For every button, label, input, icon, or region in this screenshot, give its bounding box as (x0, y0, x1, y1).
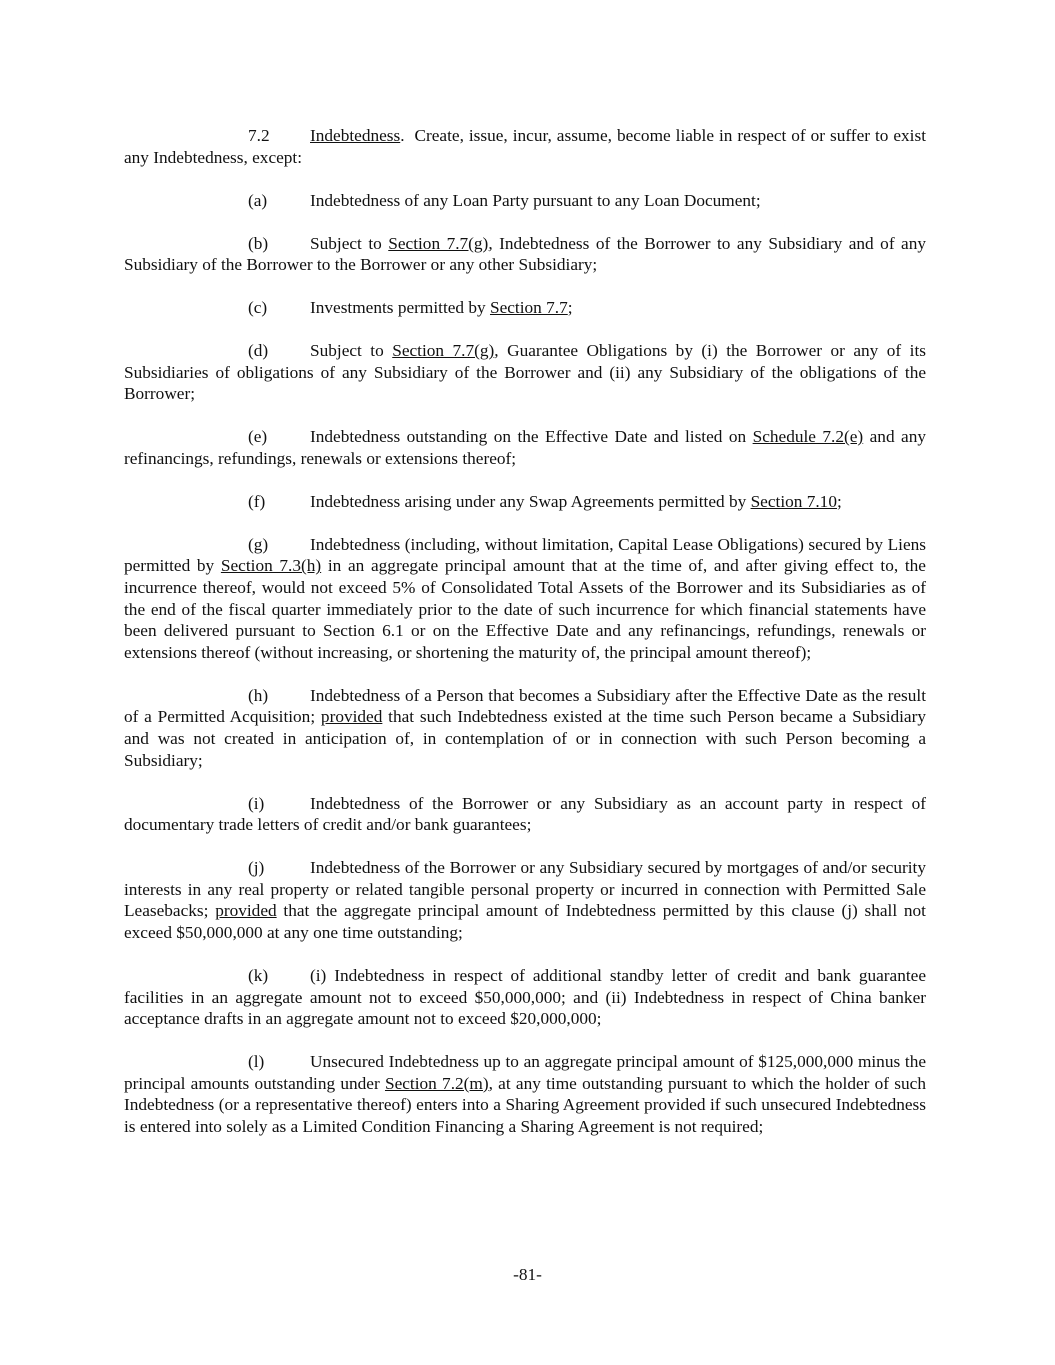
section-title: Indebtedness (310, 126, 401, 145)
clause-text: Indebtedness outstanding on the Effective Date and listed on (310, 427, 753, 447)
clause-text: , Indebtedness of the Borrower to any Subsidiary and of any Subsidiary of the Borrower to the Borrower or any other Subsidiary; (124, 233, 927, 275)
clause-label: (a) (248, 190, 268, 210)
clause-label: (j) (248, 858, 265, 878)
proviso-term: provided (320, 707, 383, 727)
clause-text: Unsecured Indebtedness up to an aggregate principal amount of $125,000,000 minus the principal amounts outstanding under (124, 1052, 926, 1093)
clause-text: that such Indebtedness existed at the time such Person became a Subsidiary and was not created in anticipation of, in contemplation of or in connection with such Person becoming a Subsidiary; (124, 707, 927, 770)
clause-f (124, 491, 926, 513)
clause-label: (e) (248, 427, 268, 447)
clause-text: Indebtedness of any Loan Party pursuant to any Loan Document; (310, 190, 761, 210)
clause-text: Indebtedness of the Borrower or any Subsidiary as an account party in respect of documentary trade letters of credit and/or bank guarantees; (124, 793, 926, 835)
clause-text: ; (836, 491, 842, 511)
section-reference: Section 7.3(h) (220, 556, 322, 576)
clause-text: and any refinancings, refundings, renewals or extensions thereof; (124, 427, 926, 468)
section-reference: Section 7.7(g) (388, 233, 489, 253)
section-reference: Section 7.2(m) (384, 1073, 489, 1093)
page-number: -81- (513, 1265, 542, 1284)
section-intro: Create, issue, incur, assume, become liable in respect of or suffer to exist any Indebtedness, except: (124, 126, 931, 167)
section-title-trail: . (400, 126, 405, 145)
clause-text: that the aggregate principal amount of Indebtedness permitted by this clause (j) shall not exceed $50,000,000 at any one time outstanding; (124, 901, 926, 942)
clause-text: (i) Indebtedness in respect of additional standby letter of credit and bank guarantee facilities in an aggregate amount not to exceed $50,000,000; and (ii) Indebtedness in respect of China banker acceptance drafts in an aggregate amount not to exceed $20,000,000; (124, 965, 926, 1029)
clause-label: (g) (248, 534, 269, 554)
clause-text: Indebtedness (including, without limitation, Capital Lease Obligations) secured by Liens permitted by (124, 534, 926, 576)
clause-a (124, 190, 926, 212)
document-page (124, 125, 931, 1137)
section-7-2-heading-paragraph (124, 125, 931, 168)
proviso-term: provided (215, 901, 277, 921)
clause-k (124, 965, 926, 1030)
section-reference: Section 7.10 (750, 491, 837, 511)
clause-i (124, 793, 926, 836)
clause-h (124, 685, 926, 771)
section-reference: Section 7.7(g) (392, 341, 495, 361)
clause-c (124, 297, 926, 319)
clause-b (124, 233, 926, 276)
clause-text: Indebtedness arising under any Swap Agreements permitted by (310, 491, 751, 511)
clause-j (124, 857, 926, 943)
clause-text: ; (567, 298, 573, 318)
clause-e (124, 426, 926, 469)
clause-text: Indebtedness of the Borrower or any Subsidiary secured by mortgages of and/or security interests in any real property or related tangible personal property or incurred in connection with Permitted Sale Leasebacks; (124, 858, 926, 921)
clause-text: Investments permitted by (310, 298, 490, 318)
clause-label: (b) (248, 233, 269, 253)
clause-label: (l) (248, 1052, 265, 1072)
section-number: 7.2 (248, 126, 270, 145)
clause-l (124, 1051, 926, 1137)
clause-text: in an aggregate principal amount that at the time of, and after giving effect to, the incurrence thereof, would not exceed 5% of Consolidated Total Assets of the Borrower and its Subsidiaries as of the end of the fiscal quarter immediately prior to the date of such incurrence for which financial statements have been delivered pursuant to Section 6.1 or on the Effective Date and any refinancings, refundings, renewals or extensions thereof (without increasing, or shortening the maturity of, the principal amount thereof); (124, 556, 926, 662)
clause-label: (k) (248, 965, 269, 985)
clause-text: Subject to (310, 341, 393, 361)
clause-label: (h) (248, 685, 269, 705)
schedule-reference: Schedule 7.2(e) (752, 427, 864, 447)
clause-d (124, 340, 926, 405)
clause-label: (c) (248, 298, 268, 318)
clause-text: , at any time outstanding pursuant to which the holder of such Indebtedness (or a representative thereof) enters into a Sharing Agreement provided if such unsecured Indebtedness is entered into solely as a Limited Condition Financing a Sharing Agreement is not required; (124, 1073, 926, 1136)
clause-label: (f) (248, 491, 266, 511)
clause-label: (d) (248, 341, 269, 361)
section-reference: Section 7.7 (489, 298, 568, 318)
clause-g (124, 534, 926, 664)
clause-label: (i) (248, 793, 265, 813)
clause-text: Subject to (310, 233, 389, 253)
clause-text: Indebtedness of a Person that becomes a Subsidiary after the Effective Date as the result of a Permitted Acquisition; (124, 685, 926, 727)
clause-text: , Guarantee Obligations by (i) the Borrower or any of its Subsidiaries of obligations of any Subsidiary of the Borrower and (ii) any Subsidiary of the obligations of the Borrower; (124, 341, 926, 404)
